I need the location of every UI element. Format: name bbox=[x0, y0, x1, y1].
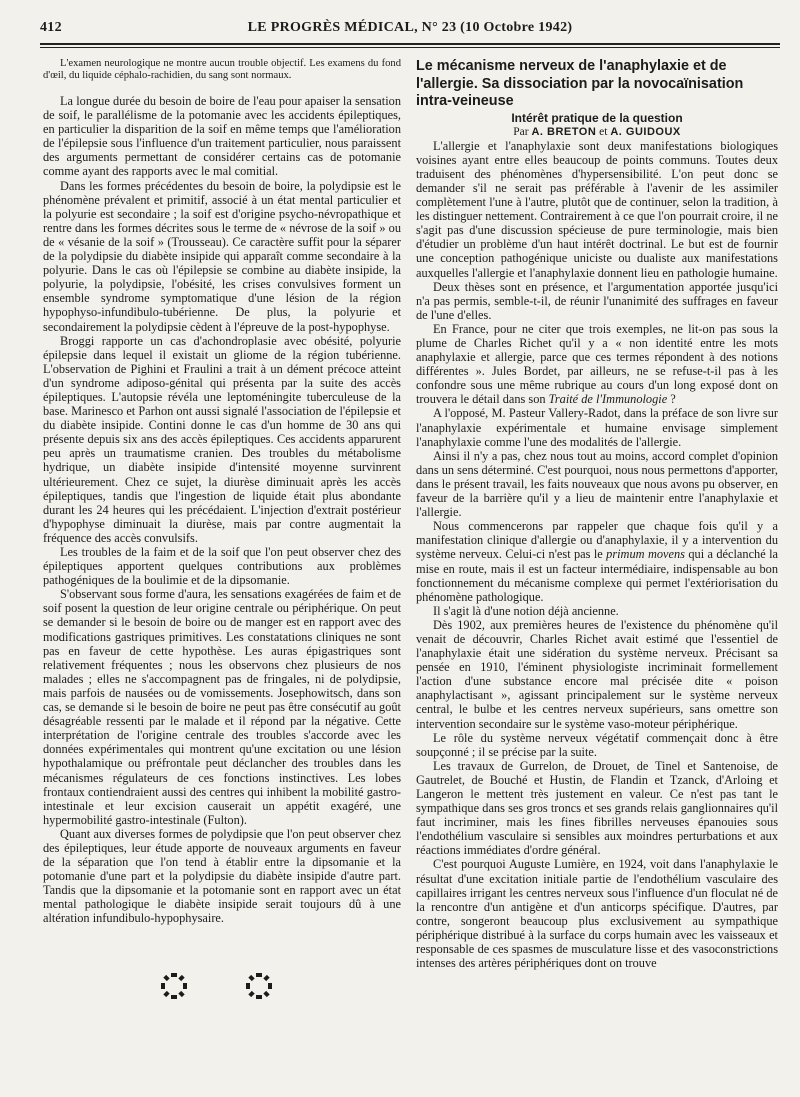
paragraph: Quant aux diverses formes de polydipsie que l'on peut observer chez des épileptiques, leur étude apporte de nouveaux arguments en faveur de la séparation que l'on tend à établir entre la dipsomanie et la potomanie d'une part et la polydipsie du diabète insipide d'autre part. Tandis que la dipsomanie et la potomanie sont en rapport avec un état mental pathologique le diabète insipide serait toujours dû à une altération infundibulo-hypophysaire. bbox=[43, 826, 401, 926]
paragraph: Il s'agit là d'une notion déjà ancienne. bbox=[433, 603, 619, 618]
journal-title: LE PROGRÈS MÉDICAL, N° 23 (10 Octobre 1942) bbox=[247, 20, 573, 35]
author-name: A. GUIDOUX bbox=[610, 125, 681, 138]
book-title: Traité de l'Immunologie bbox=[548, 392, 668, 407]
right-column bbox=[416, 58, 778, 970]
paragraph: Les travaux de Gurrelon, de Drouet, de Tinel et Santenoise, de Gautrelet, de Bouché et Hustin, de Flandin et Tzanck, d'Arloing et Langeron le mettent très justement en valeur. Ce n'est pas tant le sympathique dans ses gros troncs et ses grands relais ganglionnaires qu'il faut incriminer, mais les fines fibrilles nerveuses épanouies sous l'endothélium vasculaire si sensibles aux moindres perturbations et aux réactions immédiates d'ordre général. bbox=[416, 758, 778, 858]
paragraph: Ainsi il n'y a pas, chez nous tout au moins, accord complet d'opinion dans un sens déterminé. C'est pourquoi, nous nous permettons d'apporter, dans le présent travail, les faits nouveaux que nous avons pu observer, en faveur de la barrière qu'il y a lieu de maintenir entre l'anaphylaxie et l'allergie. bbox=[416, 448, 778, 520]
article-byline bbox=[416, 125, 778, 139]
fleuron-ornament-icon bbox=[160, 972, 188, 1000]
left-column bbox=[43, 58, 401, 926]
header-rule-thin bbox=[40, 47, 780, 48]
paragraph: Dans les formes précédentes du besoin de boire, la polydipsie est le phénomène prévalent et primitif, associé à un état mental particulier et la polyurie est secondaire ; la soif est d'origine psycho-névropathique et rentre dans les formes décrites sous le terme de « névrose de la soif » ou de « vésanie de la soif » (Trousseau). Ce caractère suffit pour la séparer de la polydipsie du diabète insipide qui apparaît comme secondaire à la polyurie. Dans le cas où l'épilepsie se combine au diabète insipide, la polyurie, la polydipsie, l'obésité, les crises convulsives forment un ensemble syndrome symptomatique d'une lésion de la région hypophyso-infundibulo-tubérienne. De plus, la polyurie et secondairement la polydipsie cèdent à l'épreuve de la post-hypophyse. bbox=[43, 178, 401, 334]
paragraph: Le rôle du système nerveux végétatif commençait donc à être soupçonné ; il se précise par la suite. bbox=[416, 730, 778, 759]
byline-and: et bbox=[599, 125, 608, 138]
running-header bbox=[40, 20, 780, 42]
article-subtitle: Intérêt pratique de la question bbox=[511, 110, 683, 125]
paragraph: Dès 1902, aux premières heures de l'existence du phénomène qu'il venait de découvrir, Charles Richet avait estimé que l'essentiel de l'anaphylaxie était une sidération du système nerveux. Précisant sa pensée en 1910, l'éminent physiologiste incriminait formellement l'action d'une substance encore mal précisée dite « poison anaphylactisant », agissant principalement sur le système nerveux central, le bulbe et les centres nerveux supérieurs, sans omettre son intervention secondaire sur le système vaso-moteur périphérique. bbox=[416, 617, 778, 731]
header-rule-thick bbox=[40, 43, 780, 45]
paragraph: Nous commencerons par rappeler que chaque fois qu'il y a manifestation clinique d'allergie ou d'anaphylaxie, il y a intervention du système nerveux. Celui-ci n'est pas le primum movens qui a déclanché la mise en route, mais il est un facteur intermédiaire, indispensable au bon fonctionnement du mécanisme complexe qui permet l'extériorisation du phénomène pathologique. bbox=[416, 519, 779, 604]
paragraph: Broggi rapporte un cas d'achondroplasie avec obésité, polyurie épilepsie dans lequel il existait un gliome de la région tubérienne. L'observation de Pighini et Fraulini a trait à un dément précoce atteint d'un syndrome adiposo-génital qui présenta par la suite des accès épileptiques. L'autopsie révéla une leptoméningite tuberculeuse de la base. Marinesco et Parhon ont aussi signalé l'association de l'épilepsie et du diabète insipide. Contini donne le cas d'un homme de 30 ans qui présente depuis six ans des accès épileptiques. Ces accidents apparurent peu après un traumatisme cranien. Des troubles du métabolisme hydrique, un diabète insipide d'intensité moyenne survinrent ultérieurement. Chez ce sujet, la diurèse diminuait après les accès épileptiques, tandis que l'ingestion de liquide était plus abondante durant les 24 heures qui les précédaient. L'injection d'extrait postérieur d'hypophyse diminuait la diurèse, mais par contre augmentait la fréquence des accès convulsifs. bbox=[43, 333, 401, 545]
observation-note: L'examen neurologique ne montre aucun trouble objectif. Les examens du fond d'œil, du liquide céphalo-rachidien, du sang sont normaux. bbox=[43, 58, 401, 81]
end-ornaments bbox=[150, 972, 310, 1012]
author-name: A. BRETON bbox=[531, 125, 597, 138]
paragraph: Deux thèses sont en présence, et l'argumentation apportée jusqu'ici n'a pas permis, semble-t-il, de réunir l'unanimité des suffrages en faveur de l'une d'elles. bbox=[416, 279, 778, 322]
paragraph: L'allergie et l'anaphylaxie sont deux manifestations biologiques voisines ayant entre elles beaucoup de points communs. Toutes deux traduisent des phénomènes d'hypersensibilité. L'on peut donc se demander s'il ne serait pas préférable à l'avenir de les assimiler complètement l'une à l'autre, plutôt que de continuer, selon la tradition, à les distinguer nettement. Contrairement à ce que l'on pourrait croire, il ne s'agit pas d'une discussion spécieuse de pure terminologie, mais bien d'étudier un problème d'un haut intérêt doctrinal. Le but est de fournir une conception pathogénique uniciste ou dualiste aux manifestations auxquelles l'allergie et l'anaphylaxie donnent lieu en pathologie humaine. bbox=[416, 138, 778, 280]
page-number: 412 bbox=[40, 20, 62, 35]
article-title: Le mécanisme nerveux de l'anaphylaxie et de l'allergie. Sa dissociation par la novocaïnisation intra-veineuse bbox=[416, 58, 744, 109]
fleuron-ornament-icon bbox=[245, 972, 273, 1000]
paragraph: S'observant sous forme d'aura, les sensations exagérées de faim et de soif posent la question de leur origine centrale ou périphérique. On peut se demander si le besoin de boire ou de manger est en rapport avec des modifications gastriques primitives. Les constatations cliniques ne sont pas en faveur de cette hypothèse. Les auras épigastriques sont relativement fréquentes ; nous les observons chez plusieurs de nos malades ; elles ne s'accompagnent pas de fringales, ni de polydipsie, mais parfois de nausées ou de vomissements. Josephowitsch, dans son cas, se demande si le besoin de boire ne peut pas être consécutif au goût désagréable ressenti par le malade et il répond par la négative. Cette interprétation de l'origine centrale des troubles s'accorde avec les données expérimentales qui montrent qu'une excitation ou une lésion hypothalamique ou préfrontale peut déclancher des troubles dans les mécanismes régulateurs de ces fonctions instinctives. Les lobes frontaux contiendraient aussi des centres qui inhibent la mobilité gastro-intestinale et leur excision causerait un appétit exagéré, une hypermobilité gastro-intestinale (Fulton). bbox=[43, 587, 401, 827]
paragraph: Les troubles de la faim et de la soif que l'on peut observer chez des épileptiques apportent quelques contributions aux problèmes pathogéniques de la boulimie et de la dipsomanie. bbox=[43, 545, 401, 588]
paragraph: La longue durée du besoin de boire de l'eau pour apaiser la sensation de soif, le parallélisme de la potomanie avec les accidents épileptiques, en particulier la disparition de la soif en même temps que l'amélioration de l'épilepsie sous l'influence d'un traitement particulier, nous paraissent des arguments permettant de considérer certains cas de potomanie comme ayant des rapports avec le mal comitial. bbox=[43, 94, 401, 179]
paragraph: A l'opposé, M. Pasteur Vallery-Radot, dans la préface de son livre sur l'anaphylaxie expérimentale et humaine envisage simplement l'anaphylaxie comme l'une des modalités de l'allergie. bbox=[416, 406, 778, 449]
byline-par: Par bbox=[513, 125, 529, 138]
paragraph: En France, pour ne citer que trois exemples, ne lit-on pas sous la plume de Charles Richet qu'il y a « non identité entre les mots anaphylaxie et allergie, parce que ces termes répondent à des notions différentes ». Jules Bordet, par ailleurs, ne se refuse-t-il pas à les confondre sous une même rubrique au cours d'un long exposé dont on trouvera le détail dans son Traité de l'Immunologie ? bbox=[416, 321, 778, 407]
latin-term: primum movens bbox=[606, 547, 685, 562]
paragraph: C'est pourquoi Auguste Lumière, en 1924, voit dans l'anaphylaxie le résultat d'une excitation initiale partie de l'endothélium vasculaire des capillaires irrigant les centres nerveux sous l'influence d'un floculat né de la rencontre d'un antigène et d'un anticorps spécifique. D'autres, par contre, songeront beaucoup plus exclusivement au sympathique périphérique distribué à la surface du corps humain avec les vaisseaux et responsable de ces spasmes de musculature lisse et des vasoconstrictions intenses des artères périphériques dont on trouve bbox=[416, 857, 778, 971]
